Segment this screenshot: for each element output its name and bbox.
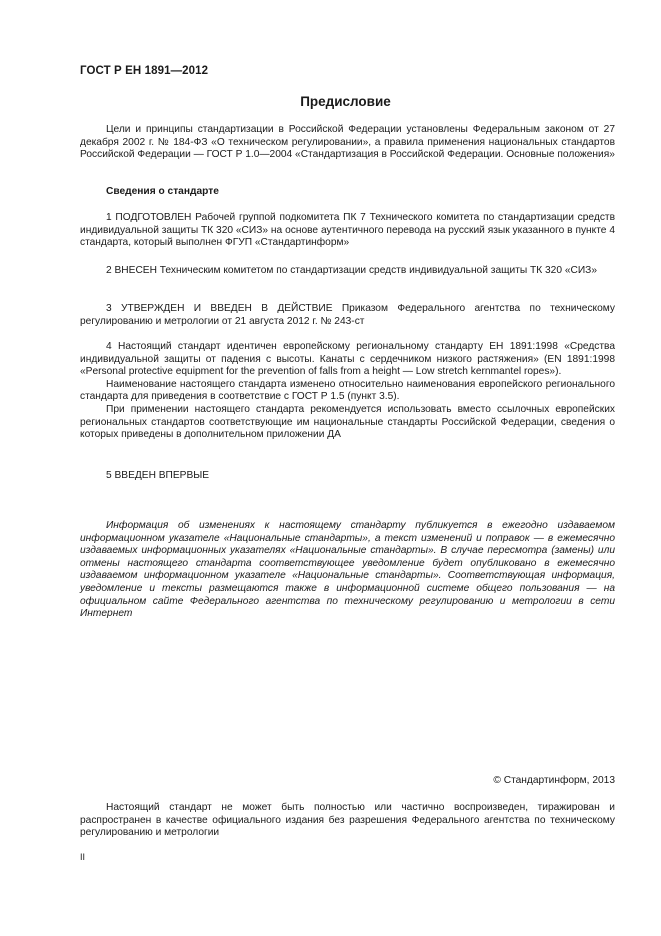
copyright-notice: © Стандартинформ, 2013 [493, 775, 615, 786]
reproduction-block [80, 802, 615, 840]
item-4-paragraph-3: При применении настоящего стандарта рекомендуется использовать вместо ссылочных европейских региональных стандартов соответствующие им национальные стандарты Российской Федерации, сведения о которых приведены в дополнительном приложении ДА [80, 403, 615, 441]
item-4-paragraph-1: 4 Настоящий стандарт идентичен европейскому региональному стандарту ЕН 1891:1998 «Средства индивидуальной защиты от падения с высоты. Канаты с сердечником низкого растяжения» (EN 1891:1998 «Personal protective equipment for the prevention of falls from a height — Low stretch kernmantel ropes»). [80, 341, 615, 378]
item-1: 1 ПОДГОТОВЛЕН Рабочей группой подкомитета ПК 7 Технического комитета по стандартизации средств индивидуальной защиты ТК 320 «СИЗ» на основе аутентичного перевода на русский язык указанного в пункте 4 стандарта, который выполнен ФГУП «Стандартинформ» [80, 212, 615, 249]
intro-paragraph: Цели и принципы стандартизации в Российской Федерации установлены Федеральным законом от 27 декабря 2002 г. № 184-ФЗ «О техническом регулировании», а правила применения национальных стандартов Российской Федерации — ГОСТ Р 1.0—2004 «Стандартизация в Российской Федерации. Основные положения» [80, 124, 615, 161]
item-1-block [80, 212, 615, 250]
item-2-block [80, 265, 615, 278]
section-heading: Сведения о стандарте [106, 186, 219, 197]
item-5: 5 ВВЕДЕН ВПЕРВЫЕ [106, 470, 210, 481]
document-code: ГОСТ Р ЕН 1891—2012 [80, 65, 209, 77]
item-3: 3 УТВЕРЖДЕН И ВВЕДЕН В ДЕЙСТВИЕ Приказом Федерального агентства по техническому регулированию и метрологии от 21 августа 2012 г. № 243-ст [80, 303, 615, 327]
item-3-block [80, 303, 615, 328]
item-5-block [80, 470, 615, 483]
item-2: 2 ВНЕСЕН Техническим комитетом по стандартизации средств индивидуальной защиты ТК 320 «СИЗ» [106, 265, 598, 276]
item-4-block [80, 341, 615, 442]
item-4-paragraph-2: Наименование настоящего стандарта изменено относительно наименования европейского регионального стандарта для приведения в соответствие с ГОСТ Р 1.5 (пункт 3.5). [80, 378, 615, 403]
notice-paragraph: Информация об изменениях к настоящему стандарту публикуется в ежегодно издаваемом информационном указателе «Национальные стандарты», а текст изменений и поправок — в ежемесячно издаваемых информационных указателях «Национальные стандарты». В случае пересмотра (замены) или отмены настоящего стандарта соответствующее уведомление будет опубликовано в ежемесячно издаваемом информационном указателе «Национальные стандарты». Соответствующая информация, уведомление и тексты размещаются также в информационной системе общего пользования — на официальном сайте Федерального агентства по техническому регулированию и метрологии в сети Интернет [80, 520, 615, 620]
section-heading-block [80, 186, 615, 199]
notice-block [80, 520, 615, 621]
page-number: II [80, 852, 86, 862]
reproduction-paragraph: Настоящий стандарт не может быть полностью или частично воспроизведен, тиражирован и распространен в качестве официального издания без разрешения Федерального агентства по техническому регулированию и метрологии [80, 802, 615, 839]
intro-block [80, 124, 615, 162]
page-title: Предисловие [300, 94, 391, 109]
